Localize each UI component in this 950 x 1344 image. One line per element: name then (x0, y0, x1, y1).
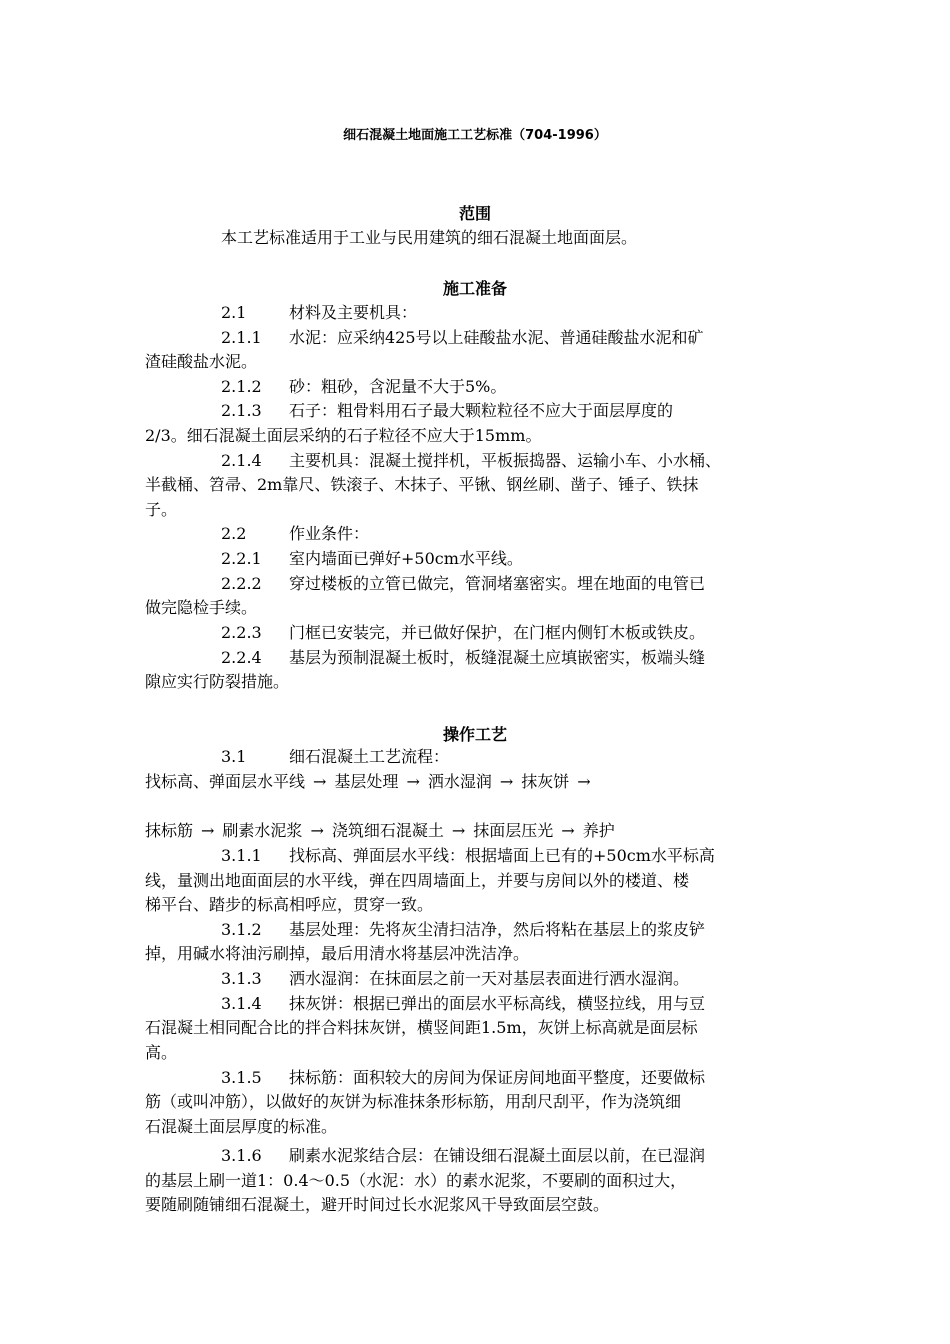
item-number: 2.2.2 (221, 574, 262, 593)
arrow-right-icon: → (310, 821, 324, 840)
item-continuation: 2/3。细石混凝土面层采纳的石子粒径不应大于15mm。 (145, 426, 542, 445)
arrow-right-icon: → (313, 772, 327, 791)
item-text: 刷素水泥浆结合层：在铺设细石混凝土面层以前，在已湿润 (289, 1146, 706, 1165)
item-2-2-4 (221, 648, 901, 668)
process-flow-row-1 (145, 772, 825, 792)
item-text: 找标高、弹面层水平线：根据墙面上已有的+50cm水平标高 (289, 846, 715, 865)
arrow-right-icon: → (451, 821, 466, 840)
item-2-2-2 (221, 574, 901, 594)
arrow-right-icon: → (577, 772, 591, 791)
flow-step: 洒水湿润 (427, 772, 492, 791)
item-3-1 (221, 747, 901, 767)
item-text: 主要机具：混凝土搅拌机，平板振捣器、运输小车、小水桶、 (289, 451, 722, 470)
item-number: 2.2 (221, 524, 247, 543)
item-2-2-1 (221, 549, 901, 569)
item-text: 室内墙面已弹好+50cm水平线。 (289, 549, 523, 568)
item-continuation: 高。 (145, 1043, 178, 1062)
item-continuation: 渣硅酸盐水泥。 (145, 352, 258, 371)
item-number: 2.2.3 (221, 623, 262, 642)
item-continuation: 石混凝土面层厚度的标准。 (145, 1117, 338, 1136)
flow-step: 抹标筋 (145, 821, 194, 840)
item-text: 穿过楼板的立管已做完，管洞堵塞密实。埋在地面的电管已 (289, 574, 706, 593)
arrow-right-icon: → (406, 772, 420, 791)
arrow-right-icon: → (201, 821, 215, 840)
item-continuation: 石混凝土相同配合比的拌合料抹灰饼，横竖间距1.5m，灰饼上标高就是面层标 (145, 1018, 698, 1037)
item-number: 2.1.1 (221, 328, 262, 347)
item-2-2-3 (221, 623, 901, 643)
item-number: 3.1.3 (221, 969, 262, 988)
item-text: 基层处理：先将灰尘清扫洁净，然后将粘在基层上的浆皮铲 (289, 920, 706, 939)
item-continuation: 掉，用碱水将油污刷掉，最后用清水将基层冲洗洁净。 (145, 944, 530, 963)
item-number: 3.1.5 (221, 1068, 262, 1087)
item-continuation: 梯平台、踏步的标高相呼应，贯穿一致。 (145, 895, 434, 914)
item-2-1-2 (221, 377, 901, 397)
item-continuation: 要随刷随铺细石混凝土，避开时间过长水泥浆风干导致面层空鼓。 (145, 1195, 610, 1214)
item-continuation: 子。 (145, 500, 178, 519)
flow-step: 找标高、弹面层水平线 (145, 772, 306, 791)
item-number: 3.1.1 (221, 846, 262, 865)
section-heading-scope: 范围 (458, 204, 491, 223)
item-2-1-3 (221, 401, 901, 421)
item-text: 水泥：应采纳425号以上硅酸盐水泥、普通硅酸盐水泥和矿 (289, 328, 704, 347)
item-number: 3.1.2 (221, 920, 262, 939)
item-2-1 (221, 303, 901, 323)
item-3-1-2 (221, 920, 901, 940)
item-number: 2.1.4 (221, 451, 262, 470)
item-number: 3.1 (221, 747, 247, 766)
flow-step: 基层处理 (334, 772, 399, 791)
flow-step: 养护 (582, 821, 615, 840)
item-continuation: 线，量测出地面面层的水平线，弹在四周墙面上，并要与房间以外的楼道、楼 (145, 871, 690, 890)
item-number: 2.1.2 (221, 377, 262, 396)
item-3-1-3 (221, 969, 901, 989)
flow-step: 抹面层压光 (473, 821, 554, 840)
item-number: 2.2.1 (221, 549, 262, 568)
section-heading-operation: 操作工艺 (442, 725, 507, 744)
item-text: 石子：粗骨料用石子最大颗粒粒径不应大于面层厚度的 (289, 401, 674, 420)
item-continuation: 做完隐检手续。 (145, 598, 258, 617)
item-3-1-6 (221, 1146, 901, 1166)
item-text: 门框已安装完，并已做好保护，在门框内侧钉木板或铁皮。 (289, 623, 706, 642)
item-2-1-4 (221, 451, 901, 471)
document-title: 细石混凝土地面施工工艺标准（704-1996） (343, 128, 607, 143)
item-continuation: 半截桶、笤帚、2m靠尺、铁滚子、木抹子、平锹、钢丝刷、凿子、锤子、铁抹 (145, 475, 699, 494)
item-continuation: 隙应实行防裂措施。 (145, 672, 290, 691)
item-number: 3.1.6 (221, 1146, 262, 1165)
item-3-1-1 (221, 846, 901, 866)
item-3-1-5 (221, 1068, 901, 1088)
item-text: 洒水湿润：在抹面层之前一天对基层表面进行洒水湿润。 (289, 969, 690, 988)
item-text: 细石混凝土工艺流程： (289, 747, 450, 766)
item-2-2 (221, 524, 901, 544)
item-text: 砂：粗砂，含泥量不大于5%。 (289, 377, 507, 396)
item-continuation: 筋（或叫冲筋），以做好的灰饼为标准抹条形标筋，用刮尺刮平，作为浇筑细 (145, 1092, 682, 1111)
item-number: 2.1 (221, 303, 247, 322)
item-text: 抹标筋：面积较大的房间为保证房间地面平整度，还要做标 (289, 1068, 706, 1087)
item-continuation: 的基层上刷一道1：0.4～0.5（水泥：水）的素水泥浆，不要刷的面积过大， (145, 1171, 687, 1190)
item-number: 3.1.4 (221, 994, 262, 1013)
arrow-right-icon: → (561, 821, 575, 840)
paragraph-line: 本工艺标准适用于工业与民用建筑的细石混凝土地面面层。 (221, 228, 638, 247)
flow-step: 刷素水泥浆 (222, 821, 303, 840)
arrow-right-icon: → (499, 772, 514, 791)
item-3-1-4 (221, 994, 901, 1014)
process-flow-row-2 (145, 821, 825, 841)
item-text: 材料及主要机具： (289, 303, 418, 322)
item-number: 2.1.3 (221, 401, 262, 420)
flow-step: 浇筑细石混凝土 (331, 821, 444, 840)
item-text: 基层为预制混凝土板时，板缝混凝土应填嵌密实，板端头缝 (289, 648, 706, 667)
item-text: 作业条件： (289, 524, 370, 543)
item-text: 抹灰饼：根据已弹出的面层水平标高线，横竖拉线，用与豆 (289, 994, 706, 1013)
flow-step: 抹灰饼 (521, 772, 570, 791)
item-2-1-1 (221, 328, 901, 348)
section-heading-preparation: 施工准备 (442, 279, 507, 298)
item-number: 2.2.4 (221, 648, 262, 667)
